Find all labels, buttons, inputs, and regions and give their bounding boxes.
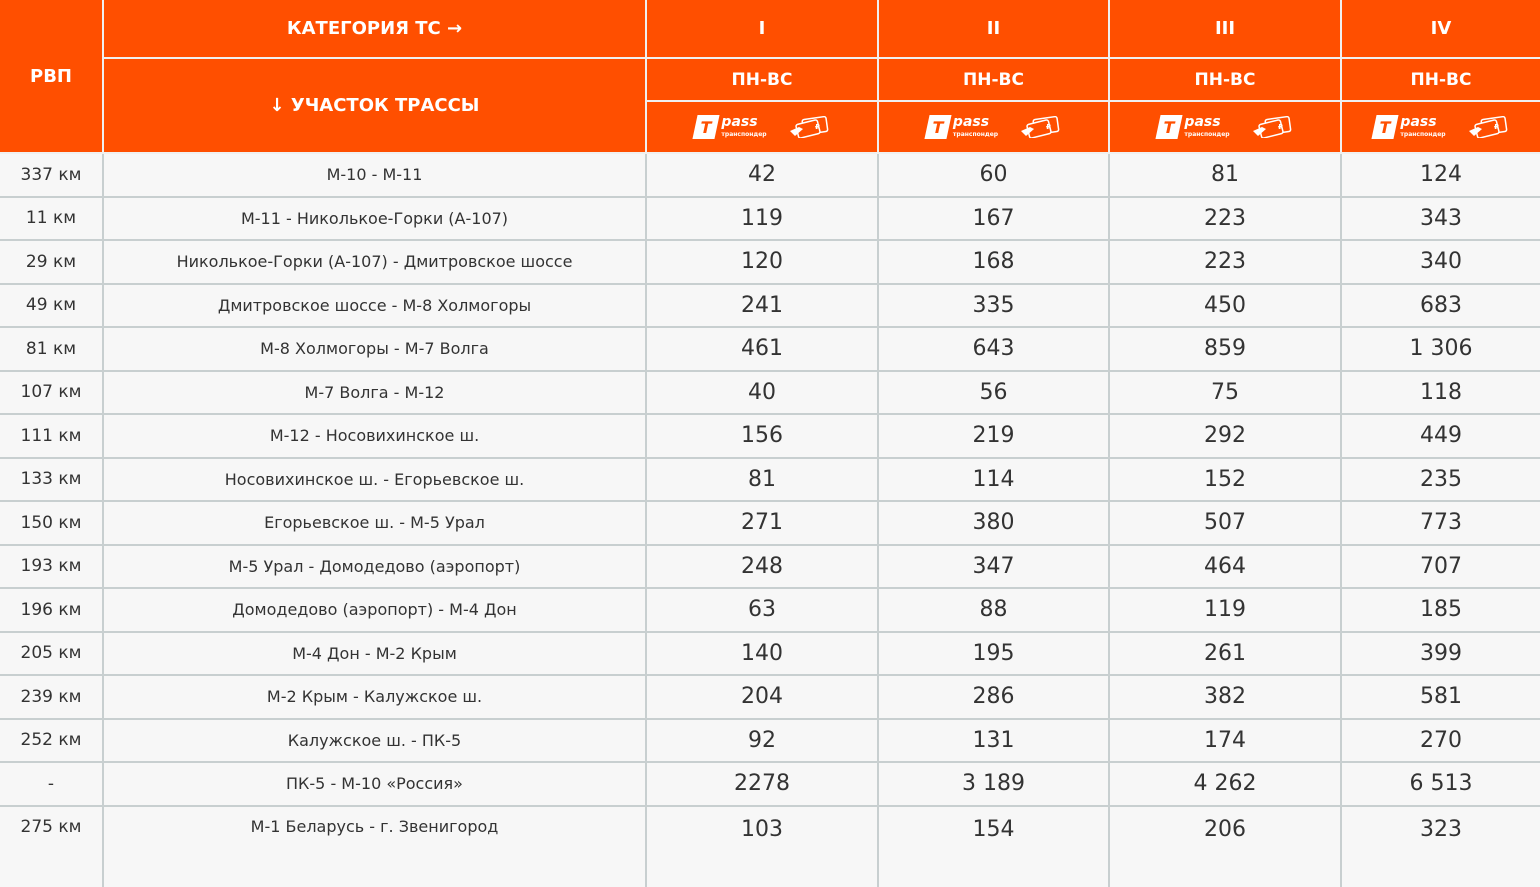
price-cell	[647, 546, 879, 590]
section-cell-text: М-10 - М-11	[326, 165, 423, 185]
price-cell-text: 450	[1204, 292, 1246, 318]
price-cell	[879, 372, 1110, 416]
rvp-cell-text: 150 км	[20, 512, 82, 533]
rvp-cell	[0, 328, 104, 372]
price-cell	[1110, 415, 1342, 459]
price-cell-text: 343	[1420, 205, 1462, 231]
rvp-cell	[0, 676, 104, 720]
price-cell	[879, 415, 1110, 459]
payment-cell-ii	[879, 102, 1110, 154]
price-cell-text: 118	[1420, 379, 1462, 405]
price-cell-text: 120	[741, 249, 783, 275]
rvp-cell-text: 133 км	[20, 469, 82, 490]
price-cell	[1342, 763, 1540, 807]
rvp-cell	[0, 807, 104, 887]
section-cell-text: М-11 - Николькое-Горки (А-107)	[240, 208, 509, 228]
price-cell	[1342, 372, 1540, 416]
price-cell-text: 461	[741, 336, 783, 362]
payment-methods	[695, 115, 828, 139]
pass-brand-text: pass	[1400, 114, 1437, 130]
days-label: ПН-ВС	[1410, 69, 1472, 90]
section-cell-text: М-2 Крым - Калужское ш.	[266, 687, 483, 707]
price-cell-text: 2278	[734, 771, 790, 797]
price-cell	[879, 459, 1110, 503]
price-cell-text: 241	[741, 292, 783, 318]
price-cell	[1110, 633, 1342, 677]
price-cell-text: 235	[1420, 466, 1462, 492]
price-cell-text: 219	[972, 423, 1015, 449]
t-pass-logo-icon: T pass транспондер	[1374, 115, 1445, 139]
rvp-cell	[0, 589, 104, 633]
price-cell-text: 88	[979, 597, 1008, 623]
price-cell	[647, 720, 879, 764]
price-cell-text: 581	[1420, 684, 1462, 710]
section-cell	[104, 807, 647, 887]
price-cell-text: 707	[1420, 553, 1462, 579]
pass-sub-text: транспондер	[1184, 131, 1230, 138]
price-cell	[879, 198, 1110, 242]
price-cell	[879, 589, 1110, 633]
pass-sub-text: транспондер	[1400, 131, 1446, 138]
rvp-header-label: РВП	[30, 65, 72, 87]
card-payment-icon	[789, 116, 829, 138]
rvp-cell	[0, 502, 104, 546]
t-pass-logo-icon: T pass транспондер	[1158, 115, 1229, 139]
price-cell-text: 399	[1420, 640, 1462, 666]
price-cell	[879, 807, 1110, 887]
payment-methods	[927, 115, 1060, 139]
section-cell-text: Домодедово (аэропорт) - М-4 Дон	[232, 600, 517, 620]
price-cell-text: 204	[741, 684, 783, 710]
days-header-iii	[1110, 59, 1342, 102]
rvp-cell	[0, 720, 104, 764]
price-cell-text: 643	[972, 336, 1015, 362]
category-header-label: КАТЕГОРИЯ ТС →	[286, 18, 463, 39]
category-iv-label: IV	[1430, 18, 1452, 39]
price-cell	[879, 676, 1110, 720]
price-cell-text: 156	[741, 423, 783, 449]
price-cell-text: 464	[1204, 553, 1246, 579]
section-cell	[104, 328, 647, 372]
section-cell	[104, 546, 647, 590]
category-iii-label: III	[1214, 18, 1236, 39]
price-cell-text: 40	[748, 379, 776, 405]
price-cell	[879, 241, 1110, 285]
payment-methods	[1374, 115, 1507, 139]
price-cell	[1110, 676, 1342, 720]
price-cell	[647, 198, 879, 242]
category-header	[104, 0, 647, 59]
rvp-cell	[0, 285, 104, 329]
rvp-cell	[0, 633, 104, 677]
days-header-iv	[1342, 59, 1540, 102]
rvp-cell-text: 239 км	[20, 686, 82, 707]
price-cell	[879, 502, 1110, 546]
rvp-cell-text: 11 км	[25, 208, 77, 229]
price-cell	[1110, 589, 1342, 633]
pass-brand-text: pass	[952, 114, 990, 130]
price-cell	[879, 328, 1110, 372]
t-pass-logo-icon: T pass транспондер	[695, 115, 766, 139]
price-cell	[647, 763, 879, 807]
price-cell-text: 103	[741, 816, 783, 842]
category-ii-header	[879, 0, 1110, 59]
price-cell-text: 248	[741, 553, 783, 579]
rvp-cell-text: -	[47, 773, 55, 794]
price-cell-text: 167	[972, 205, 1015, 231]
section-cell	[104, 285, 647, 329]
price-cell	[1342, 633, 1540, 677]
price-cell-text: 92	[748, 727, 776, 753]
price-cell	[647, 502, 879, 546]
price-cell	[1110, 372, 1342, 416]
price-cell-text: 152	[1204, 466, 1246, 492]
section-cell	[104, 198, 647, 242]
section-cell	[104, 415, 647, 459]
price-cell	[1342, 415, 1540, 459]
price-cell-text: 286	[972, 684, 1015, 710]
price-cell	[647, 285, 879, 329]
price-cell	[1342, 198, 1540, 242]
category-ii-label: II	[986, 18, 1001, 39]
pass-brand-text: pass	[1184, 114, 1221, 130]
price-cell	[879, 720, 1110, 764]
price-cell	[879, 633, 1110, 677]
section-cell	[104, 502, 647, 546]
rvp-cell-text: 111 км	[20, 425, 82, 446]
price-cell	[1110, 807, 1342, 887]
price-cell-text: 6 513	[1409, 771, 1473, 797]
rvp-cell	[0, 372, 104, 416]
rvp-cell	[0, 763, 104, 807]
price-cell	[1342, 589, 1540, 633]
price-cell-text: 335	[972, 292, 1015, 318]
rvp-cell	[0, 198, 104, 242]
payment-cell-iii	[1110, 102, 1342, 154]
price-cell	[1342, 285, 1540, 329]
price-cell	[1110, 328, 1342, 372]
price-cell-text: 223	[1204, 249, 1246, 275]
rvp-cell	[0, 241, 104, 285]
payment-cell-i	[647, 102, 879, 154]
section-cell-text: М-12 - Носовихинское ш.	[269, 426, 480, 446]
price-cell	[1342, 676, 1540, 720]
price-cell-text: 81	[1211, 162, 1239, 188]
price-cell	[1110, 720, 1342, 764]
section-cell	[104, 154, 647, 198]
section-cell	[104, 459, 647, 503]
price-cell	[1342, 720, 1540, 764]
price-cell-text: 292	[1204, 423, 1246, 449]
section-cell	[104, 372, 647, 416]
section-cell	[104, 589, 647, 633]
price-cell-text: 140	[741, 640, 783, 666]
price-cell	[647, 372, 879, 416]
price-cell-text: 773	[1420, 510, 1462, 536]
price-cell	[1342, 459, 1540, 503]
price-cell-text: 340	[1420, 249, 1462, 275]
price-cell-text: 271	[741, 510, 783, 536]
price-cell-text: 195	[972, 640, 1015, 666]
rvp-cell	[0, 459, 104, 503]
price-cell-text: 859	[1204, 336, 1246, 362]
price-cell	[647, 589, 879, 633]
price-cell-text: 449	[1420, 423, 1462, 449]
price-cell	[647, 807, 879, 887]
price-cell	[1342, 154, 1540, 198]
price-cell-text: 42	[748, 162, 776, 188]
rvp-cell-text: 49 км	[25, 295, 77, 316]
card-payment-icon	[1252, 116, 1292, 138]
section-cell	[104, 720, 647, 764]
price-cell-text: 154	[972, 816, 1015, 842]
section-cell	[104, 763, 647, 807]
section-cell-text: Носовихинское ш. - Егорьевское ш.	[224, 469, 525, 489]
price-cell-text: 382	[1204, 684, 1246, 710]
price-cell	[1110, 763, 1342, 807]
section-cell	[104, 633, 647, 677]
svg-text:₽: ₽	[1046, 123, 1051, 131]
price-cell	[1110, 285, 1342, 329]
rvp-cell-text: 196 км	[20, 599, 82, 620]
payment-methods	[1158, 115, 1291, 139]
svg-text:₽: ₽	[814, 123, 820, 131]
price-cell-text: 1 306	[1409, 336, 1473, 362]
days-label: ПН-ВС	[1194, 69, 1256, 90]
rvp-cell-text: 252 км	[20, 730, 82, 751]
price-cell	[1110, 502, 1342, 546]
price-cell-text: 114	[972, 466, 1015, 492]
payment-cell-iv	[1342, 102, 1540, 154]
price-cell-text: 507	[1204, 510, 1246, 536]
rvp-cell	[0, 415, 104, 459]
section-cell-text: Калужское ш. - ПК-5	[287, 730, 462, 750]
rvp-cell-text: 29 км	[25, 251, 77, 272]
section-cell-text: Егорьевское ш. - М-5 Урал	[264, 513, 485, 533]
price-cell-text: 56	[979, 379, 1008, 405]
t-pass-logo-icon: T pass транспондер	[927, 115, 998, 139]
section-header	[104, 59, 647, 154]
price-cell-text: 206	[1204, 816, 1246, 842]
price-cell	[1110, 459, 1342, 503]
price-cell	[647, 154, 879, 198]
section-cell	[104, 241, 647, 285]
price-cell	[879, 285, 1110, 329]
price-cell	[879, 763, 1110, 807]
price-cell-text: 261	[1204, 640, 1246, 666]
price-cell	[1110, 241, 1342, 285]
price-cell-text: 60	[979, 162, 1008, 188]
price-cell	[1342, 546, 1540, 590]
category-iv-header	[1342, 0, 1540, 59]
pass-brand-text: pass	[721, 114, 758, 130]
price-cell-text: 119	[741, 205, 783, 231]
section-cell-text: ПК-5 - М-10 «Россия»	[286, 774, 463, 794]
card-payment-icon	[1468, 116, 1508, 138]
price-cell-text: 3 189	[962, 771, 1025, 797]
price-cell	[647, 328, 879, 372]
days-header-ii	[879, 59, 1110, 102]
section-cell-text: М-5 Урал - Домодедово (аэропорт)	[228, 556, 521, 576]
category-iii-header	[1110, 0, 1342, 59]
rvp-cell	[0, 154, 104, 198]
rvp-cell-text: 337 км	[20, 164, 82, 185]
price-cell	[1342, 502, 1540, 546]
section-cell-text: Николькое-Горки (А-107) - Дмитровское шоссе	[176, 252, 573, 272]
price-cell-text: 347	[972, 553, 1015, 579]
rvp-cell-text: 81 км	[25, 338, 77, 359]
days-label: ПН-ВС	[963, 69, 1024, 90]
svg-text:₽: ₽	[1493, 123, 1499, 131]
pass-sub-text: транспондер	[952, 131, 999, 138]
price-cell-text: 4 262	[1193, 771, 1257, 797]
price-cell-text: 270	[1420, 727, 1462, 753]
price-cell	[647, 459, 879, 503]
section-cell-text: Дмитровское шоссе - М-8 Холмогоры	[217, 295, 532, 315]
price-cell	[879, 546, 1110, 590]
price-cell	[1342, 807, 1540, 887]
card-payment-icon	[1020, 116, 1060, 138]
price-cell-text: 223	[1204, 205, 1246, 231]
rvp-cell-text: 275 км	[20, 816, 82, 837]
price-cell	[1110, 154, 1342, 198]
price-cell-text: 81	[748, 466, 776, 492]
rvp-cell-text: 107 км	[20, 382, 82, 403]
section-header-label: ↓ УЧАСТОК ТРАССЫ	[269, 95, 480, 116]
price-cell-text: 168	[972, 249, 1015, 275]
days-label: ПН-ВС	[731, 69, 793, 90]
price-cell	[1342, 328, 1540, 372]
price-cell-text: 63	[748, 597, 776, 623]
price-cell	[1342, 241, 1540, 285]
price-cell	[1110, 198, 1342, 242]
rvp-header	[0, 0, 104, 154]
price-cell-text: 119	[1204, 597, 1246, 623]
rvp-cell-text: 193 км	[20, 556, 82, 577]
rvp-cell-text: 205 км	[20, 643, 82, 664]
price-cell-text: 131	[972, 727, 1015, 753]
price-cell	[647, 676, 879, 720]
category-i-header	[647, 0, 879, 59]
price-cell-text: 323	[1420, 816, 1462, 842]
section-cell	[104, 676, 647, 720]
price-cell-text: 185	[1420, 597, 1462, 623]
price-cell-text: 124	[1420, 162, 1462, 188]
price-cell	[647, 241, 879, 285]
svg-text:₽: ₽	[1277, 123, 1283, 131]
section-cell-text: М-8 Холмогоры - М-7 Волга	[260, 339, 489, 359]
rvp-cell	[0, 546, 104, 590]
pass-sub-text: транспондер	[721, 131, 767, 138]
section-cell-text: М-1 Беларусь - г. Звенигород	[250, 816, 499, 836]
price-cell	[647, 633, 879, 677]
price-cell-text: 75	[1211, 379, 1239, 405]
section-cell-text: М-7 Волга - М-12	[304, 382, 445, 402]
price-cell-text: 174	[1204, 727, 1246, 753]
category-i-label: I	[758, 18, 766, 39]
price-cell	[647, 415, 879, 459]
price-cell-text: 380	[972, 510, 1015, 536]
price-cell	[879, 154, 1110, 198]
price-cell-text: 683	[1420, 292, 1462, 318]
days-header-i	[647, 59, 879, 102]
price-cell	[1110, 546, 1342, 590]
section-cell-text: М-4 Дон - М-2 Крым	[292, 643, 457, 663]
